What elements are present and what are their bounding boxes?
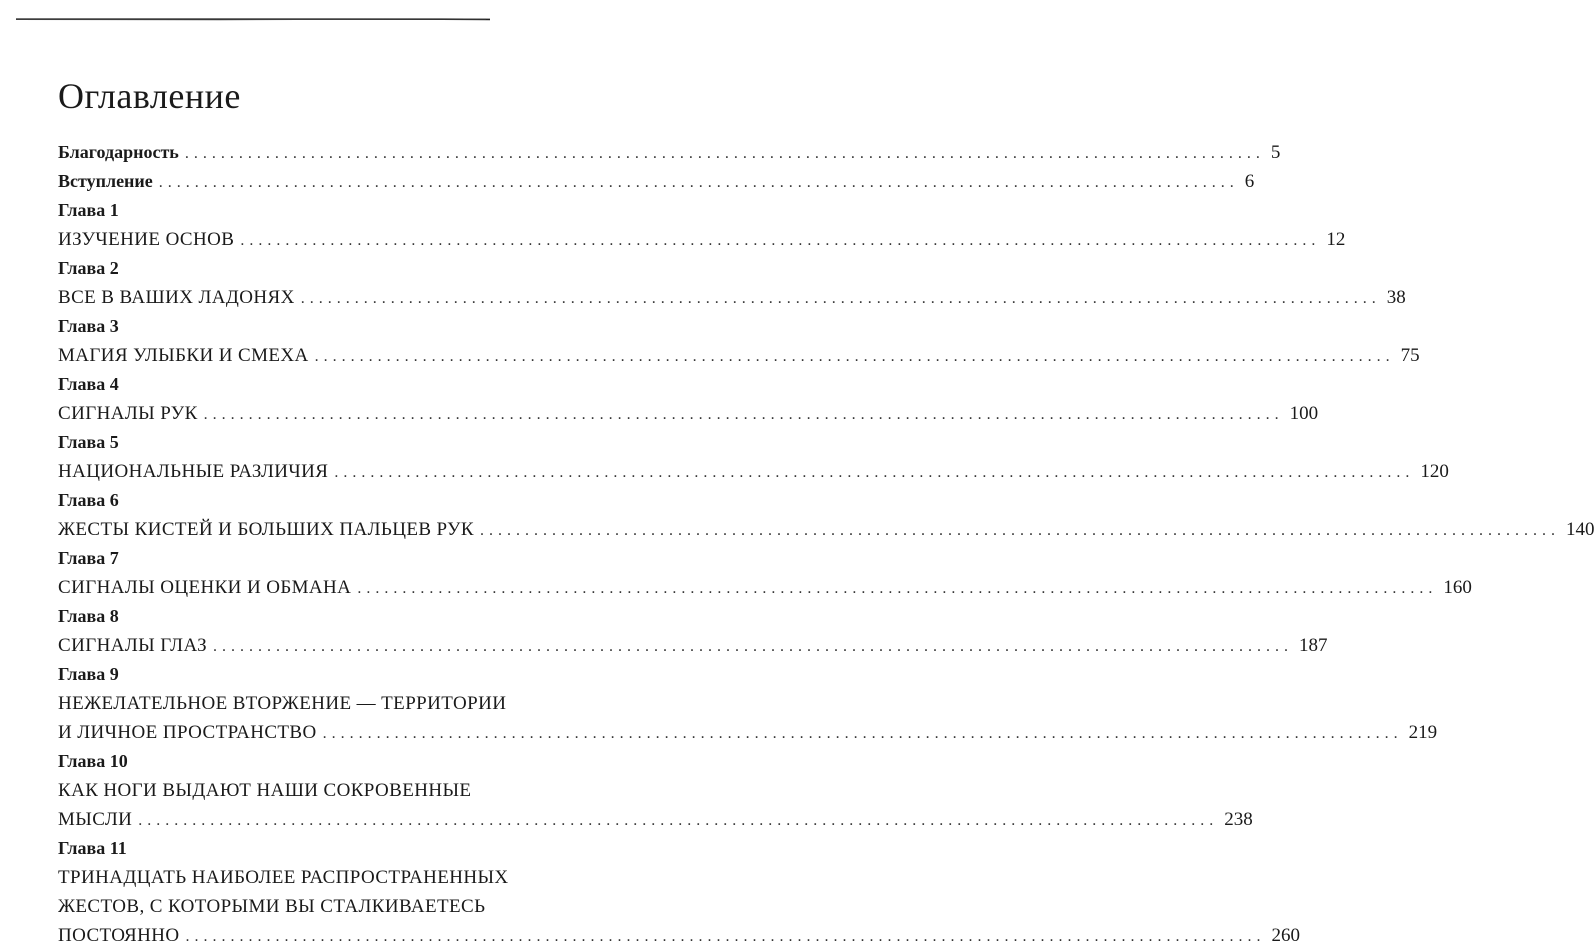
table-of-contents — [58, 138, 1594, 950]
dot-leader: ........................................................................................................................ — [203, 406, 1284, 423]
chapter-list — [58, 196, 1594, 950]
toc-chapter-entry[interactable] — [58, 544, 1472, 602]
toc-entry-title: МАГИЯ УЛЫБКИ И СМЕХА — [58, 345, 309, 366]
chapter-label: Глава 8 — [58, 606, 119, 626]
toc-line[interactable] — [58, 718, 1438, 747]
toc-line[interactable] — [58, 573, 1472, 602]
toc-line[interactable] — [58, 921, 1300, 950]
chapter-label: Глава 11 — [58, 838, 127, 858]
toc-line[interactable] — [58, 399, 1319, 428]
dot-leader: ........................................................................................................................ — [479, 522, 1560, 539]
toc-entry-title: СИГНАЛЫ ОЦЕНКИ И ОБМАНА — [58, 577, 352, 598]
page-number: 100 — [1289, 403, 1319, 424]
toc-line[interactable] — [58, 138, 1281, 167]
toc-entry-title: СИГНАЛЫ РУК — [58, 403, 198, 424]
front-matter-list — [58, 138, 1281, 196]
toc-chapter-entry[interactable] — [58, 834, 1300, 950]
toc-entry-title: Вступление — [58, 171, 153, 191]
dot-leader: ........................................................................................................................ — [184, 145, 1265, 162]
dot-leader: ........................................................................................................................ — [322, 725, 1403, 742]
page-number: 38 — [1386, 287, 1406, 308]
dot-leader: ........................................................................................................................ — [213, 638, 1294, 655]
toc-line[interactable] — [58, 515, 1594, 544]
chapter-label: Глава 2 — [58, 258, 119, 278]
toc-entry-title: Благодарность — [58, 142, 179, 162]
toc-chapter-entry[interactable] — [58, 370, 1319, 428]
toc-chapter-entry[interactable] — [58, 747, 1253, 834]
toc-entry-title: ЖЕСТЫ КИСТЕЙ И БОЛЬШИХ ПАЛЬЦЕВ РУК — [58, 519, 474, 540]
toc-line[interactable] — [58, 631, 1328, 660]
page-number: 5 — [1270, 142, 1281, 163]
dot-leader: ........................................................................................................................ — [240, 232, 1321, 249]
dot-leader: ........................................................................................................................ — [314, 348, 1395, 365]
dot-leader: ........................................................................................................................ — [300, 290, 1381, 307]
chapter-label: Глава 9 — [58, 664, 119, 684]
toc-chapter-entry[interactable] — [58, 660, 1438, 747]
toc-line[interactable] — [58, 457, 1449, 486]
chapter-title-line: КАК НОГИ ВЫДАЮТ НАШИ СОКРОВЕННЫЕ — [58, 780, 472, 801]
chapter-label: Глава 5 — [58, 432, 119, 452]
toc-chapter-entry[interactable] — [58, 486, 1594, 544]
toc-line[interactable] — [58, 805, 1253, 834]
chapter-title-line: ТРИНАДЦАТЬ НАИБОЛЕЕ РАСПРОСТРАНЕННЫХ — [58, 867, 509, 888]
page-number: 140 — [1565, 519, 1594, 540]
page-title: Оглавление — [58, 76, 241, 116]
page-number: 219 — [1408, 722, 1438, 743]
dot-leader: ........................................................................................................................ — [138, 812, 1219, 829]
dot-leader: ........................................................................................................................ — [185, 928, 1266, 945]
toc-line[interactable] — [58, 225, 1346, 254]
toc-entry-title: МЫСЛИ — [58, 809, 133, 830]
page-number: 6 — [1244, 171, 1255, 192]
toc-chapter-entry[interactable] — [58, 602, 1328, 660]
page-number: 160 — [1443, 577, 1472, 598]
page-number: 75 — [1400, 345, 1420, 366]
chapter-title-line: НЕЖЕЛАТЕЛЬНОЕ ВТОРЖЕНИЕ — ТЕРРИТОРИИ — [58, 693, 507, 714]
toc-entry-title: СИГНАЛЫ ГЛАЗ — [58, 635, 208, 656]
toc-chapter-entry[interactable] — [58, 254, 1406, 312]
page-number: 187 — [1299, 635, 1328, 656]
page-number: 238 — [1224, 809, 1253, 830]
page-number: 12 — [1326, 229, 1346, 250]
chapter-label: Глава 6 — [58, 490, 119, 510]
toc-entry-title: ПОСТОЯННО — [58, 925, 180, 946]
toc-front-entry[interactable] — [58, 138, 1281, 167]
toc-entry-title: ИЗУЧЕНИЕ ОСНОВ — [58, 229, 235, 250]
toc-entry-title: И ЛИЧНОЕ ПРОСТРАНСТВО — [58, 722, 317, 743]
toc-line[interactable] — [58, 167, 1255, 196]
chapter-label: Глава 1 — [58, 200, 119, 220]
toc-front-entry[interactable] — [58, 167, 1255, 196]
toc-entry-title: НАЦИОНАЛЬНЫЕ РАЗЛИЧИЯ — [58, 461, 329, 482]
dot-leader: ........................................................................................................................ — [334, 464, 1415, 481]
dot-leader: ........................................................................................................................ — [357, 580, 1438, 597]
chapter-label: Глава 7 — [58, 548, 119, 568]
toc-chapter-entry[interactable] — [58, 428, 1449, 486]
chapter-label: Глава 10 — [58, 751, 128, 771]
chapter-title-line: ЖЕСТОВ, С КОТОРЫМИ ВЫ СТАЛКИВАЕТЕСЬ — [58, 896, 486, 917]
toc-line[interactable] — [58, 341, 1420, 370]
page-number: 120 — [1420, 461, 1449, 482]
toc-chapter-entry[interactable] — [58, 196, 1346, 254]
dot-leader: ........................................................................................................................ — [158, 174, 1239, 191]
toc-entry-title: ВСЕ В ВАШИХ ЛАДОНЯХ — [58, 287, 295, 308]
chapter-label: Глава 3 — [58, 316, 119, 336]
toc-chapter-entry[interactable] — [58, 312, 1420, 370]
page-number: 260 — [1271, 925, 1300, 946]
toc-line[interactable] — [58, 283, 1406, 312]
decorative-top-rule — [16, 17, 490, 21]
chapter-label: Глава 4 — [58, 374, 119, 394]
